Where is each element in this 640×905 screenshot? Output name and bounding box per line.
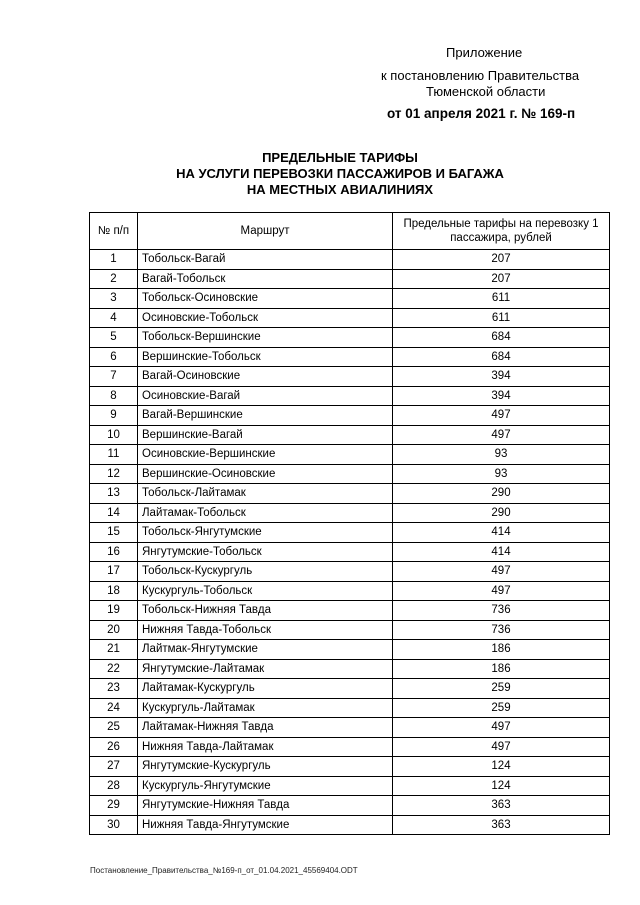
row-route: Тобольск-Янгутумские: [138, 523, 393, 543]
row-route: Вагай-Вершинские: [138, 406, 393, 426]
table-row: [90, 542, 610, 562]
row-route: Лайтамак-Тобольск: [138, 503, 393, 523]
row-tariff: 497: [393, 562, 610, 582]
row-tariff: 497: [393, 406, 610, 426]
row-number: 27: [90, 757, 138, 777]
table-row: [90, 815, 610, 835]
table-row: [90, 523, 610, 543]
row-number: 11: [90, 445, 138, 465]
table-row: [90, 757, 610, 777]
table-row: [90, 328, 610, 348]
table-row: [90, 659, 610, 679]
table-row: [90, 796, 610, 816]
row-tariff: 414: [393, 523, 610, 543]
table-row: [90, 640, 610, 660]
table-row: [90, 581, 610, 601]
row-number: 14: [90, 503, 138, 523]
table-body: [90, 250, 610, 835]
row-number: 21: [90, 640, 138, 660]
row-tariff: 497: [393, 425, 610, 445]
table-row: [90, 464, 610, 484]
row-tariff: 394: [393, 386, 610, 406]
title-line-1: ПРЕДЕЛЬНЫЕ ТАРИФЫ: [262, 150, 418, 165]
table-row: [90, 503, 610, 523]
row-route: Тобольск-Вершинские: [138, 328, 393, 348]
row-number: 22: [90, 659, 138, 679]
table-row: [90, 484, 610, 504]
table-row: [90, 289, 610, 309]
row-route: Вершинские-Тобольск: [138, 347, 393, 367]
appendix-date-number: от 01 апреля 2021 г. № 169-п: [387, 106, 576, 121]
row-route: Вершинские-Вагай: [138, 425, 393, 445]
table-row: [90, 776, 610, 796]
document-title: [90, 150, 590, 198]
row-tariff: 497: [393, 737, 610, 757]
appendix-decree-ref: к постановлению Правительства: [381, 68, 580, 83]
table-row: [90, 698, 610, 718]
row-route: Нижняя Тавда-Янгутумские: [138, 815, 393, 835]
row-tariff: 611: [393, 289, 610, 309]
row-route: Лайтмак-Янгутумские: [138, 640, 393, 660]
table-row: [90, 620, 610, 640]
row-tariff: 363: [393, 815, 610, 835]
row-tariff: 290: [393, 503, 610, 523]
table-row: [90, 562, 610, 582]
row-number: 9: [90, 406, 138, 426]
appendix-region: Тюменской области: [426, 84, 546, 99]
tariffs-table: [89, 212, 610, 835]
row-tariff: 207: [393, 269, 610, 289]
row-number: 29: [90, 796, 138, 816]
row-tariff: 497: [393, 581, 610, 601]
table-row: [90, 445, 610, 465]
row-tariff: 93: [393, 464, 610, 484]
title-line-2: НА УСЛУГИ ПЕРЕВОЗКИ ПАССАЖИРОВ И БАГАЖА: [176, 166, 504, 181]
row-number: 10: [90, 425, 138, 445]
row-route: Тобольск-Кускургуль: [138, 562, 393, 582]
row-route: Янгутумские-Лайтамак: [138, 659, 393, 679]
row-number: 17: [90, 562, 138, 582]
row-tariff: 186: [393, 640, 610, 660]
header-num: № п/п: [90, 213, 138, 250]
row-route: Вагай-Тобольск: [138, 269, 393, 289]
row-tariff: 394: [393, 367, 610, 387]
row-route: Тобольск-Осиновские: [138, 289, 393, 309]
header-tariff: Предельные тарифы на перевозку 1 пассажира, рублей: [393, 213, 610, 250]
row-tariff: 684: [393, 347, 610, 367]
row-number: 1: [90, 250, 138, 270]
row-number: 26: [90, 737, 138, 757]
table-row: [90, 347, 610, 367]
table-row: [90, 250, 610, 270]
row-route: Янгутумские-Тобольск: [138, 542, 393, 562]
row-number: 16: [90, 542, 138, 562]
appendix-label: Приложение: [446, 45, 523, 60]
title-line-3: НА МЕСТНЫХ АВИАЛИНИЯХ: [246, 182, 434, 197]
row-tariff: 290: [393, 484, 610, 504]
row-number: 18: [90, 581, 138, 601]
row-number: 30: [90, 815, 138, 835]
row-tariff: 363: [393, 796, 610, 816]
row-tariff: 414: [393, 542, 610, 562]
row-route: Тобольск-Нижняя Тавда: [138, 601, 393, 621]
footer-filename: Постановление_Правительства_№169-п_от_01.04.2021_45569404.ODT: [90, 866, 358, 875]
row-route: Янгутумские-Кускургуль: [138, 757, 393, 777]
row-route: Осиновские-Вагай: [138, 386, 393, 406]
table-row: [90, 601, 610, 621]
row-number: 15: [90, 523, 138, 543]
table-row: [90, 386, 610, 406]
row-number: 6: [90, 347, 138, 367]
table-row: [90, 737, 610, 757]
table-row: [90, 406, 610, 426]
row-route: Вершинские-Осиновские: [138, 464, 393, 484]
row-tariff: 259: [393, 679, 610, 699]
row-route: Кускургуль-Лайтамак: [138, 698, 393, 718]
row-tariff: 684: [393, 328, 610, 348]
row-route: Вагай-Осиновские: [138, 367, 393, 387]
row-route: Кускургуль-Янгутумские: [138, 776, 393, 796]
row-number: 23: [90, 679, 138, 699]
table-row: [90, 679, 610, 699]
row-route: Кускургуль-Тобольск: [138, 581, 393, 601]
row-route: Тобольск-Лайтамак: [138, 484, 393, 504]
row-number: 28: [90, 776, 138, 796]
row-tariff: 93: [393, 445, 610, 465]
table-row: [90, 425, 610, 445]
row-number: 3: [90, 289, 138, 309]
row-number: 20: [90, 620, 138, 640]
row-number: 19: [90, 601, 138, 621]
row-tariff: 736: [393, 620, 610, 640]
row-tariff: 207: [393, 250, 610, 270]
row-tariff: 736: [393, 601, 610, 621]
row-number: 8: [90, 386, 138, 406]
row-number: 24: [90, 698, 138, 718]
table-row: [90, 269, 610, 289]
row-number: 25: [90, 718, 138, 738]
row-tariff: 186: [393, 659, 610, 679]
row-route: Лайтамак-Нижняя Тавда: [138, 718, 393, 738]
row-tariff: 497: [393, 718, 610, 738]
row-route: Нижняя Тавда-Тобольск: [138, 620, 393, 640]
row-number: 13: [90, 484, 138, 504]
row-number: 7: [90, 367, 138, 387]
row-number: 5: [90, 328, 138, 348]
row-tariff: 124: [393, 757, 610, 777]
row-route: Нижняя Тавда-Лайтамак: [138, 737, 393, 757]
row-route: Лайтамак-Кускургуль: [138, 679, 393, 699]
row-route: Осиновские-Тобольск: [138, 308, 393, 328]
row-route: Тобольск-Вагай: [138, 250, 393, 270]
row-route: Янгутумские-Нижняя Тавда: [138, 796, 393, 816]
row-number: 12: [90, 464, 138, 484]
table-row: [90, 367, 610, 387]
row-tariff: 259: [393, 698, 610, 718]
row-tariff: 611: [393, 308, 610, 328]
header-route: Маршрут: [138, 213, 393, 250]
table-row: [90, 718, 610, 738]
row-number: 4: [90, 308, 138, 328]
table-header-row: [90, 213, 610, 250]
row-tariff: 124: [393, 776, 610, 796]
row-number: 2: [90, 269, 138, 289]
row-route: Осиновские-Вершинские: [138, 445, 393, 465]
table-row: [90, 308, 610, 328]
